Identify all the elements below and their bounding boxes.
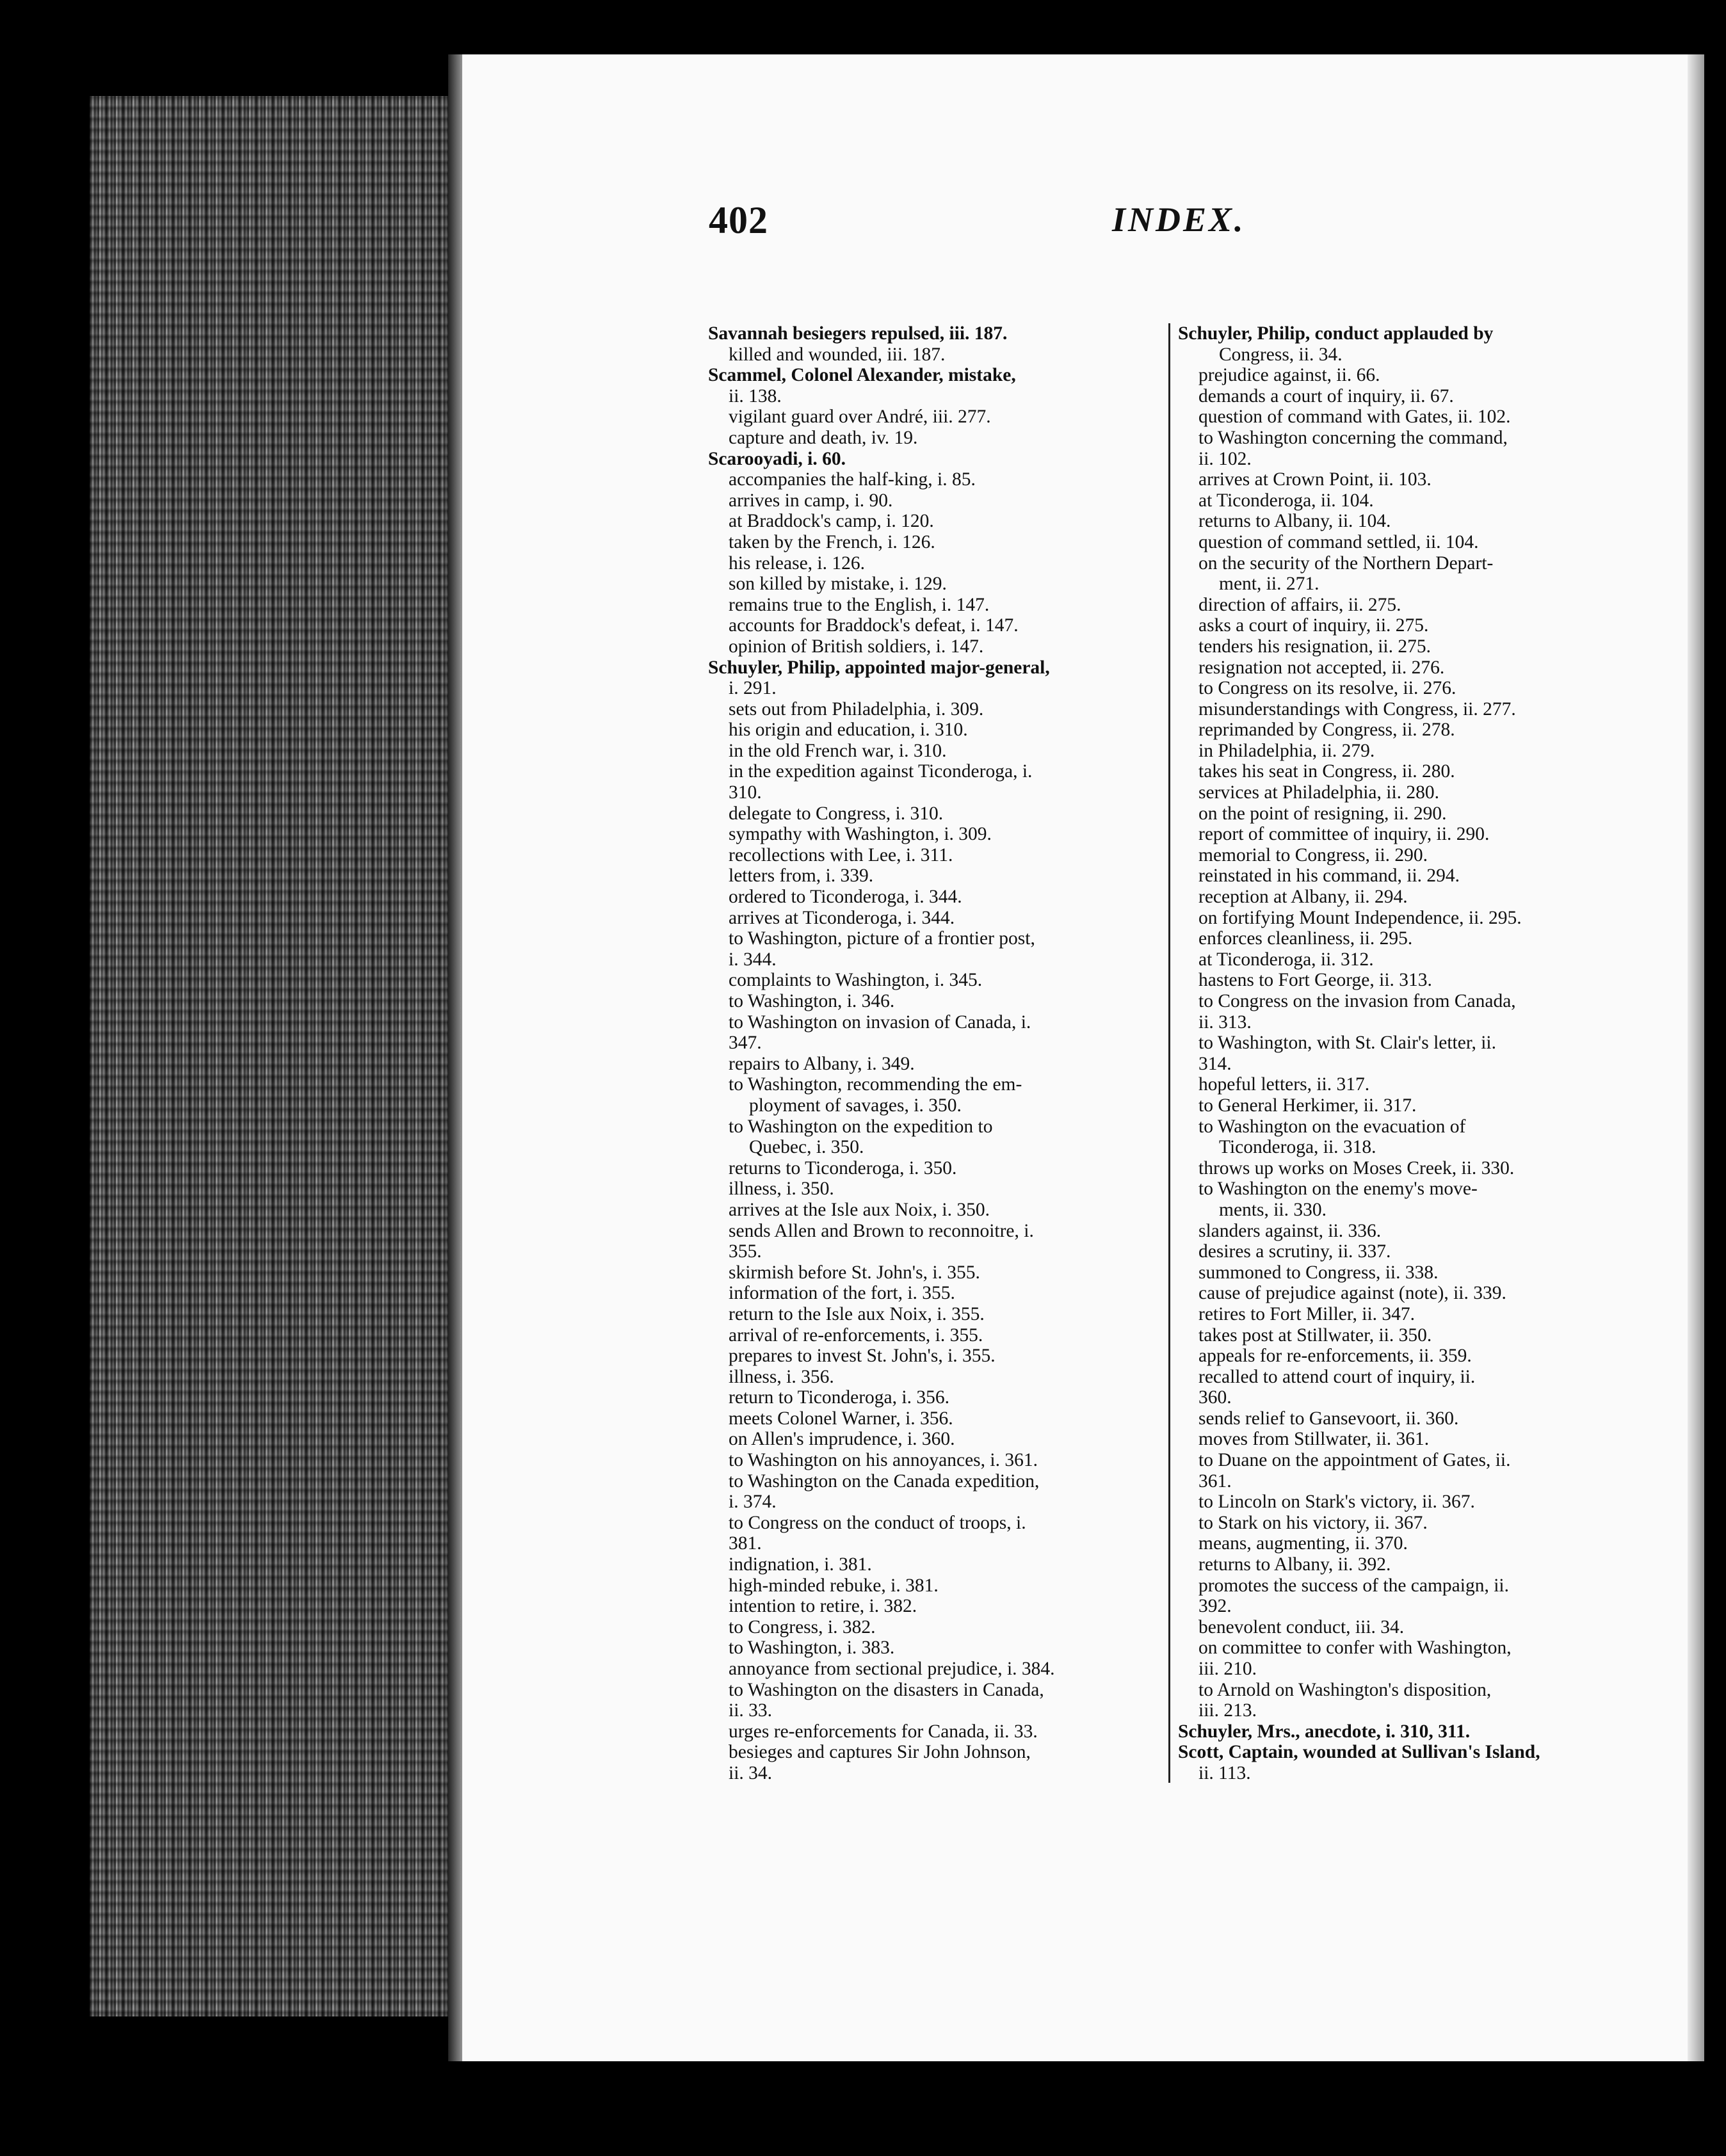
index-subentry: prepares to invest St. John's, i. 355. [729,1346,996,1367]
index-subentry: i. 291. [729,678,777,699]
index-subentry: at Ticonderoga, ii. 104. [1198,490,1374,511]
index-subentry: in the expedition against Ticonderoga, i. [729,761,1033,782]
index-subentry: to Washington, with St. Clair's letter, ii. [1198,1033,1496,1054]
index-subentry: ments, ii. 330. [1219,1199,1327,1220]
index-subentry: to Washington on the enemy's move- [1198,1179,1478,1200]
index-subentry: 381. [729,1533,762,1554]
index-subentry: in Philadelphia, ii. 279. [1198,740,1375,761]
index-subentry: enforces cleanliness, ii. 295. [1198,928,1413,949]
index-subentry: to Congress on its resolve, ii. 276. [1198,678,1456,699]
index-subentry: ii. 33. [729,1700,773,1721]
index-subentry: his release, i. 126. [729,552,865,574]
index-subentry: arrival of re-enforcements, i. 355. [729,1324,983,1346]
index-subentry: ordered to Ticonderoga, i. 344. [729,887,962,908]
index-subentry: arrives in camp, i. 90. [729,490,893,511]
page-number: 402 [709,199,768,241]
index-subentry: ment, ii. 271. [1219,574,1319,595]
index-subentry: killed and wounded, iii. 187. [729,344,946,365]
index-subentry: sends Allen and Brown to reconnoitre, i. [729,1220,1034,1241]
index-subentry: on committee to confer with Washington, [1198,1637,1512,1659]
index-heading-entry: Savannah besiegers repulsed, iii. 187. [708,323,1008,344]
index-subentry: son killed by mistake, i. 129. [729,574,947,595]
page-header [709,198,1682,250]
index-subentry: on Allen's imprudence, i. 360. [729,1429,955,1450]
index-heading-entry: Schuyler, Mrs., anecdote, i. 310, 311. [1178,1721,1471,1742]
index-subentry: ii. 113. [1198,1762,1251,1783]
index-subentry: throws up works on Moses Creek, ii. 330. [1198,1157,1515,1179]
index-subentry: information of the fort, i. 355. [729,1283,955,1304]
index-subentry: means, augmenting, ii. 370. [1198,1533,1408,1554]
index-subentry: i. 344. [729,949,777,970]
index-subentry: ii. 138. [729,385,782,406]
index-subentry: demands a court of inquiry, ii. 67. [1198,385,1454,406]
index-subentry: his origin and education, i. 310. [729,720,968,741]
index-subentry: on the security of the Northern Depart- [1198,552,1494,574]
index-heading-entry: Schuyler, Philip, appointed major-general, [708,657,1050,678]
index-subentry: delegate to Congress, i. 310. [729,803,944,824]
index-subentry: services at Philadelphia, ii. 280. [1198,782,1440,803]
index-subentry: 392. [1198,1596,1232,1617]
index-subentry: returns to Albany, ii. 104. [1198,511,1391,532]
index-subentry: question of command settled, ii. 104. [1198,531,1479,552]
index-subentry: to Congress on the conduct of troops, i. [729,1512,1026,1533]
index-subentry: to Washington, i. 346. [729,991,895,1011]
index-subentry: indignation, i. 381. [729,1554,872,1575]
index-subentry: returns to Ticonderoga, i. 350. [729,1157,957,1179]
index-subentry: in the old French war, i. 310. [729,740,947,761]
index-subentry: accompanies the half-king, i. 85. [729,469,976,490]
index-subentry: direction of affairs, ii. 275. [1198,594,1401,615]
index-subentry: accounts for Braddock's defeat, i. 147. [729,615,1019,636]
index-heading-entry: Scammel, Colonel Alexander, mistake, [708,365,1016,386]
index-subentry: slanders against, ii. 336. [1198,1220,1382,1241]
index-subentry: high-minded rebuke, i. 381. [729,1575,939,1596]
index-subentry: sets out from Philadelphia, i. 309. [729,698,984,720]
index-subentry: sympathy with Washington, i. 309. [729,824,992,845]
index-subentry: returns to Albany, ii. 392. [1198,1554,1391,1575]
index-subentry: to Washington concerning the command, [1198,427,1508,448]
index-subentry: illness, i. 350. [729,1179,834,1200]
index-subentry: to Washington, i. 383. [729,1637,895,1659]
index-subentry: at Ticonderoga, ii. 312. [1198,949,1374,970]
index-subentry: on the point of resigning, ii. 290. [1198,803,1447,824]
index-subentry: moves from Stillwater, ii. 361. [1198,1429,1430,1450]
index-subentry: iii. 213. [1198,1700,1257,1721]
index-subentry: skirmish before St. John's, i. 355. [729,1262,980,1283]
index-subentry: promotes the success of the campaign, ii. [1198,1575,1509,1596]
index-subentry: hopeful letters, ii. 317. [1198,1074,1370,1095]
index-subentry: to Washington on the expedition to [729,1116,993,1137]
index-column-right [1178,323,1634,1784]
index-subentry: to General Herkimer, ii. 317. [1198,1095,1417,1116]
index-subentry: appeals for re-enforcements, ii. 359. [1198,1346,1472,1367]
index-subentry: annoyance from sectional prejudice, i. 384. [729,1659,1055,1679]
index-subentry: question of command with Gates, ii. 102. [1198,406,1511,428]
index-subentry: reprimanded by Congress, ii. 278. [1198,720,1455,741]
index-subentry: ii. 313. [1198,1011,1252,1033]
index-subentry: resignation not accepted, ii. 276. [1198,657,1445,678]
index-subentry: report of committee of inquiry, ii. 290. [1198,824,1490,845]
index-subentry: recollections with Lee, i. 311. [729,844,953,865]
index-subentry: prejudice against, ii. 66. [1198,365,1380,386]
index-subentry: intention to retire, i. 382. [729,1596,917,1617]
index-subentry: 361. [1198,1470,1232,1492]
book-page [462,54,1704,2061]
index-subentry: 360. [1198,1387,1232,1408]
index-column-left [708,323,1164,1784]
index-subentry: letters from, i. 339. [729,865,874,887]
index-subentry: sends relief to Gansevoort, ii. 360. [1198,1408,1459,1429]
index-subentry: ployment of savages, i. 350. [749,1095,962,1116]
index-subentry: return to the Isle aux Noix, i. 355. [729,1303,985,1324]
index-subentry: urges re-enforcements for Canada, ii. 33. [729,1721,1038,1742]
index-subentry: vigilant guard over André, iii. 277. [729,406,991,428]
index-subentry: taken by the French, i. 126. [729,531,935,552]
index-subentry: repairs to Albany, i. 349. [729,1053,915,1074]
column-divider [1168,323,1170,1783]
index-subentry: ii. 34. [729,1762,773,1783]
index-subentry: meets Colonel Warner, i. 356. [729,1408,953,1429]
index-subentry: iii. 210. [1198,1659,1257,1679]
index-subentry: ii. 102. [1198,448,1252,469]
index-subentry: to Lincoln on Stark's victory, ii. 367. [1198,1492,1475,1513]
index-subentry: complaints to Washington, i. 345. [729,970,983,991]
index-subentry: remains true to the English, i. 147. [729,594,990,615]
index-subentry: desires a scrutiny, ii. 337. [1198,1241,1391,1262]
index-subentry: reception at Albany, ii. 294. [1198,887,1408,908]
index-subentry: to Washington on the evacuation of [1198,1116,1466,1137]
index-subentry: takes post at Stillwater, ii. 350. [1198,1324,1432,1346]
index-heading-entry: Scarooyadi, i. 60. [708,448,846,469]
index-subentry: i. 374. [729,1492,777,1513]
index-subentry: Congress, ii. 34. [1219,344,1343,365]
running-head: INDEX. [1112,200,1246,239]
index-subentry: retires to Fort Miller, ii. 347. [1198,1303,1415,1324]
index-subentry: to Washington on invasion of Canada, i. [729,1011,1031,1033]
index-subentry: benevolent conduct, iii. 34. [1198,1616,1405,1637]
index-subentry: hastens to Fort George, ii. 313. [1198,970,1432,991]
index-subentry: recalled to attend court of inquiry, ii. [1198,1366,1476,1387]
index-subentry: to Washington on the disasters in Canada, [729,1679,1044,1700]
book-fore-edge [90,96,455,2016]
index-subentry: 347. [729,1033,762,1054]
index-subentry: Quebec, i. 350. [749,1137,864,1158]
index-subentry: to Washington, recommending the em- [729,1074,1022,1095]
index-subentry: at Braddock's camp, i. 120. [729,511,934,532]
index-subentry: opinion of British soldiers, i. 147. [729,636,984,657]
index-subentry: return to Ticonderoga, i. 356. [729,1387,949,1408]
index-subentry: on fortifying Mount Independence, ii. 295. [1198,907,1522,928]
index-subentry: reinstated in his command, ii. 294. [1198,865,1460,887]
index-subentry: besieges and captures Sir John Johnson, [729,1742,1031,1763]
index-subentry: to Washington on his annoyances, i. 361. [729,1450,1038,1471]
index-subentry: to Congress, i. 382. [729,1616,876,1637]
index-subentry: capture and death, iv. 19. [729,427,918,448]
index-subentry: misunderstandings with Congress, ii. 277. [1198,698,1516,720]
index-subentry: summoned to Congress, ii. 338. [1198,1262,1439,1283]
index-subentry: to Stark on his victory, ii. 367. [1198,1512,1428,1533]
index-subentry: 355. [729,1241,762,1262]
index-subentry: arrives at Ticonderoga, i. 344. [729,907,955,928]
index-subentry: tenders his resignation, ii. 275. [1198,636,1431,657]
index-heading-entry: Scott, Captain, wounded at Sullivan's Island, [1178,1742,1540,1763]
index-subentry: 310. [729,782,762,803]
index-subentry: 314. [1198,1053,1232,1074]
index-subentry: asks a court of inquiry, ii. 275. [1198,615,1429,636]
index-subentry: to Arnold on Washington's disposition, [1198,1679,1492,1700]
index-subentry: illness, i. 356. [729,1366,834,1387]
index-subentry: to Washington, picture of a frontier post, [729,928,1035,949]
index-subentry: to Duane on the appointment of Gates, ii. [1198,1450,1511,1471]
index-subentry: memorial to Congress, ii. 290. [1198,844,1428,865]
index-heading-entry: Schuyler, Philip, conduct applauded by [1178,323,1494,344]
index-subentry: arrives at the Isle aux Noix, i. 350. [729,1199,990,1220]
index-subentry: cause of prejudice against (note), ii. 339. [1198,1283,1506,1304]
index-subentry: takes his seat in Congress, ii. 280. [1198,761,1455,782]
index-subentry: to Congress on the invasion from Canada, [1198,991,1516,1011]
page-right-edge [1688,54,1704,2061]
index-subentry: arrives at Crown Point, ii. 103. [1198,469,1432,490]
index-subentry: to Washington on the Canada expedition, [729,1470,1040,1492]
index-subentry: Ticonderoga, ii. 318. [1219,1137,1376,1158]
